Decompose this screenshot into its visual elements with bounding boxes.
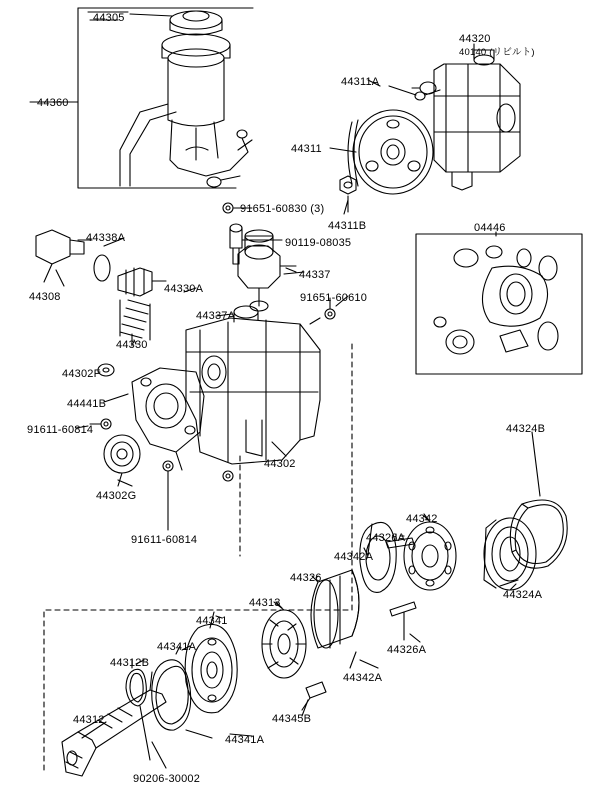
part-label-44326A-top: 44326A: [366, 532, 406, 544]
reservoir-body: [120, 34, 252, 187]
part-label-44326A-bottom: 44326A: [387, 644, 427, 656]
snap-ring-44324b: [510, 500, 567, 568]
part-label-44305: 44305: [93, 12, 125, 24]
relief-valve-44330a: [118, 268, 166, 296]
part-label-91651-60610: 91651-60610: [300, 292, 368, 304]
part-label-44360: 44360: [37, 97, 69, 109]
mounting-bracket: [132, 368, 204, 470]
part-label-40140: 40140 (リビルト): [459, 47, 535, 58]
part-label-44308: 44308: [29, 291, 61, 303]
pin-44326a-bottom: [390, 602, 416, 640]
part-label-44302: 44302: [264, 458, 296, 470]
part-label-44312B: 44312B: [110, 657, 150, 669]
rotor-44342: [404, 514, 456, 590]
pump-assembly: [412, 50, 520, 190]
reservoir-cap: [130, 11, 222, 35]
bolt-91611-60814-b: [163, 461, 173, 530]
part-label-04446: 04446: [474, 222, 506, 234]
bearing-44302g: [104, 435, 140, 486]
relief-valve-plug: [36, 230, 92, 282]
front-housing-44341: [185, 612, 237, 713]
part-label-44337A: 44337A: [196, 310, 236, 322]
part-label-44341A-top: 44341A: [157, 641, 197, 653]
o-ring-44338a: [94, 255, 110, 281]
part-label-44345B: 44345B: [272, 713, 312, 725]
part-label-44330A: 44330A: [164, 283, 204, 295]
part-label-90206-30002: 90206-30002: [133, 773, 201, 785]
part-label-44311: 44311: [291, 143, 322, 155]
plate-44342a-bottom: [350, 570, 359, 668]
bearing-44324a: [484, 518, 536, 590]
pump-housing: [186, 306, 320, 464]
bolt-91651-60830: [223, 203, 233, 213]
part-label-44313: 44313: [249, 597, 281, 609]
part-label-91611-60814-b: 91611-60814: [131, 534, 198, 546]
part-label-44311A: 44311A: [341, 76, 380, 88]
part-label-44342A-bottom: 44342A: [343, 672, 383, 684]
part-label-44312: 44312: [73, 714, 105, 726]
part-label-91611-60814-a: 91611-60814: [27, 424, 94, 436]
pulley: [348, 110, 433, 194]
part-label-44302F: 44302F: [62, 368, 101, 380]
part-label-44337: 44337: [299, 269, 331, 281]
part-label-44302G: 44302G: [96, 490, 137, 502]
part-label-44342: 44342: [406, 513, 438, 525]
part-label-90119-08035: 90119-08035: [285, 237, 352, 249]
part-label-44338A: 44338A: [86, 232, 126, 244]
part-label-44311B: 44311B: [328, 220, 367, 232]
part-label-44342A-top: 44342A: [334, 551, 374, 563]
rotor-44313: [262, 602, 306, 678]
part-label-44326: 44326: [290, 572, 322, 584]
part-label-44441B: 44441B: [67, 398, 107, 410]
pulley-nut: [340, 176, 356, 212]
part-label-91651-60830: 91651-60830 (3): [240, 203, 325, 215]
seal-kit-box: [416, 234, 582, 374]
bolt-91651-60610-housing: [223, 471, 233, 481]
part-label-44330: 44330: [116, 339, 148, 351]
part-label-44324A: 44324A: [503, 589, 543, 601]
part-label-44320: 44320: [459, 33, 491, 45]
part-label-44341A-bottom: 44341A: [225, 734, 265, 746]
part-label-44341: 44341: [196, 615, 228, 627]
part-label-44324B: 44324B: [506, 423, 546, 435]
